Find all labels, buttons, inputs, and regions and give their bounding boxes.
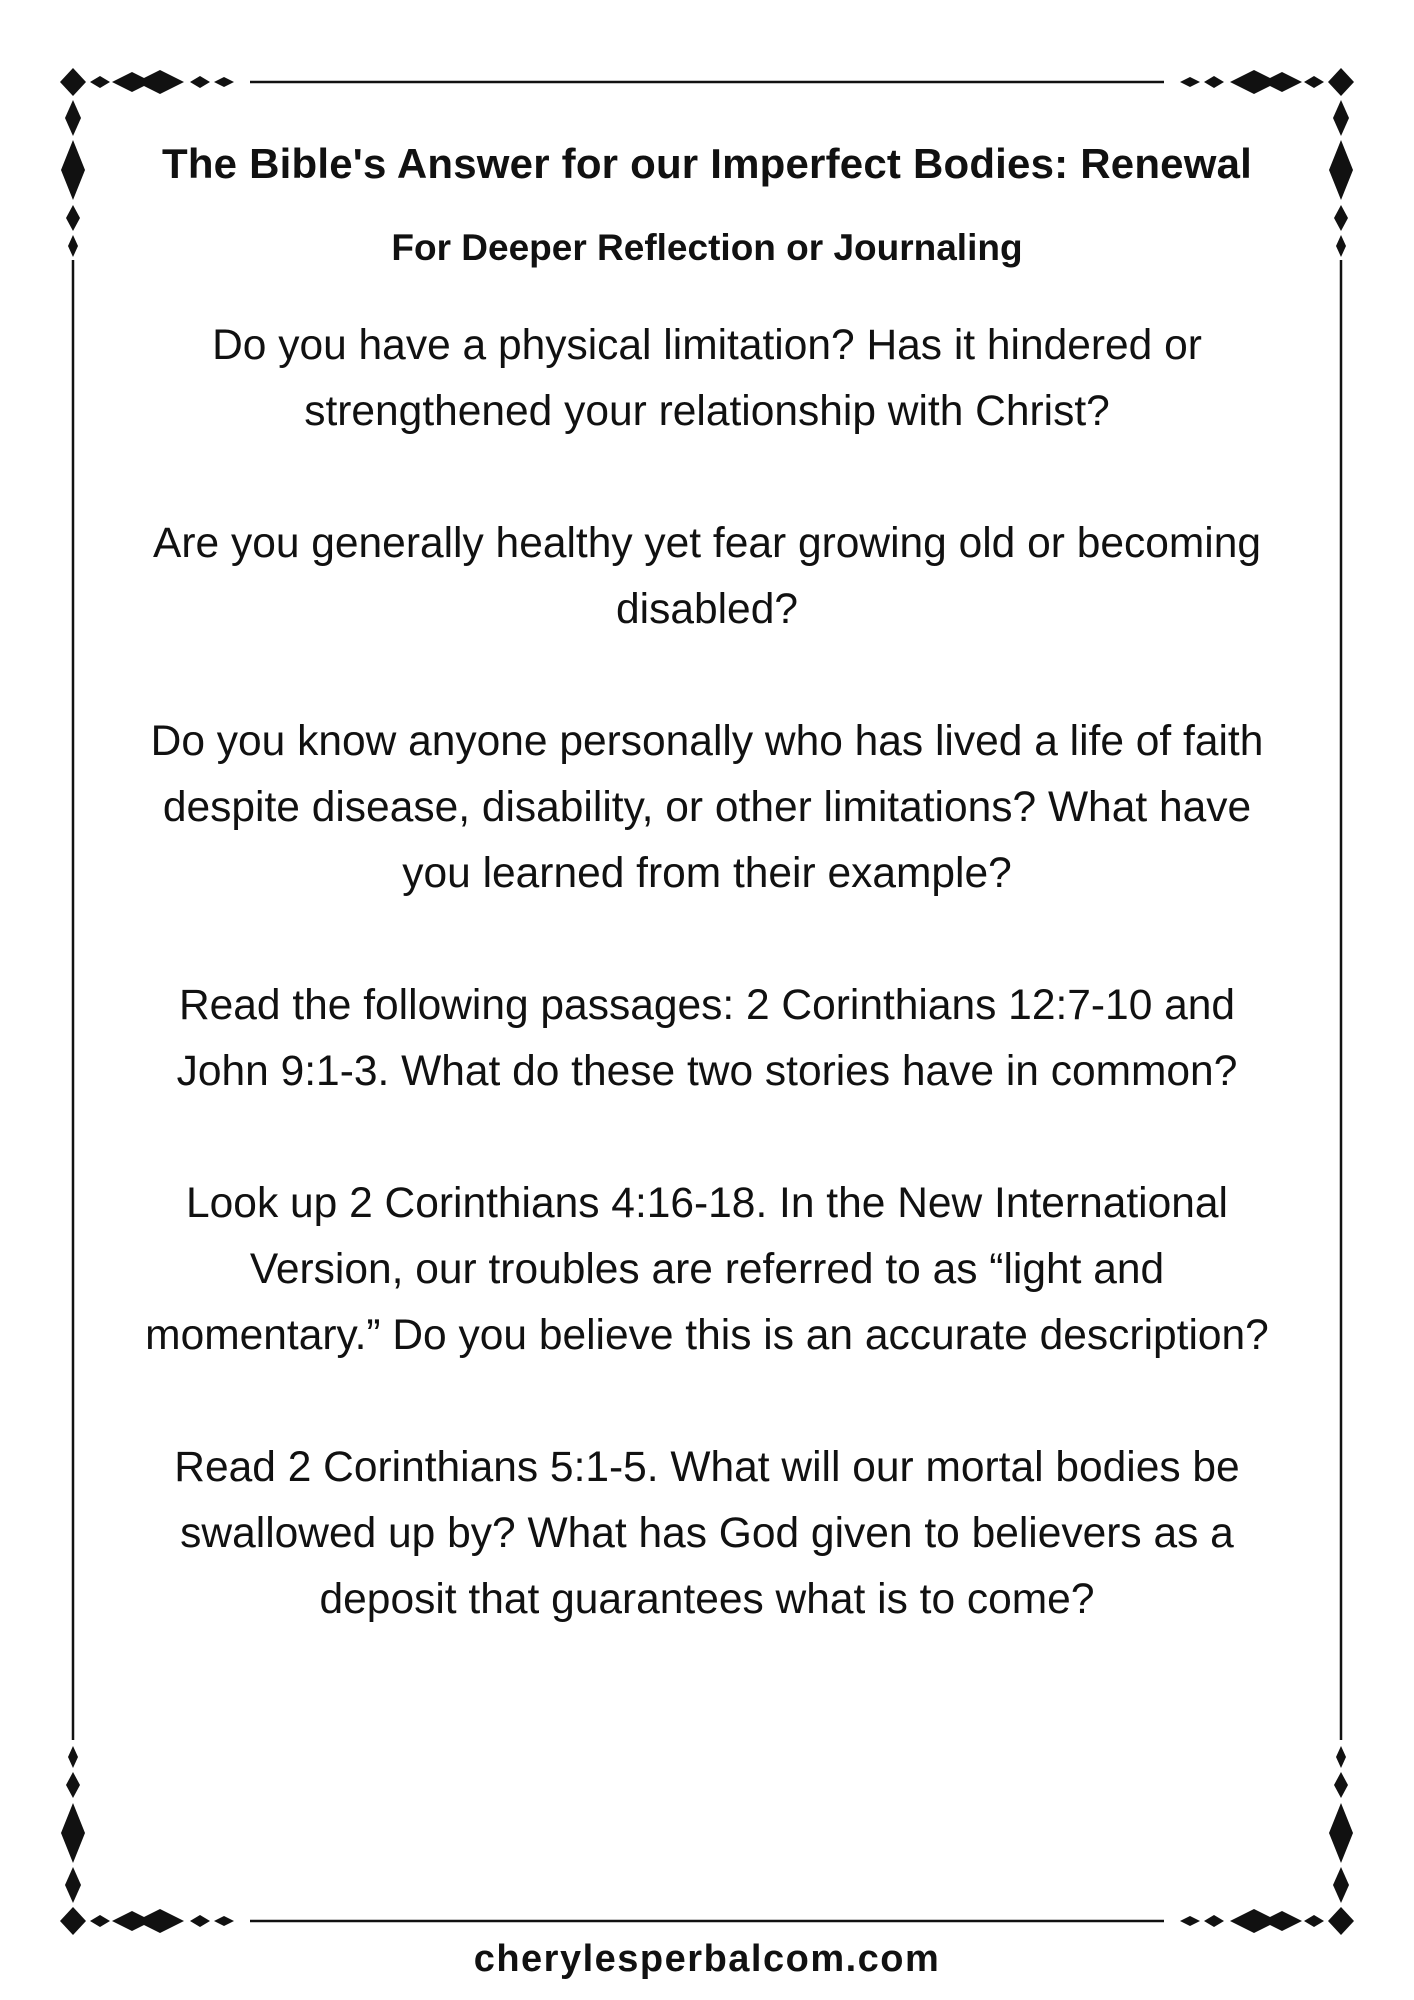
bottom-left-corner-ornament xyxy=(60,1746,234,1935)
reflection-questions xyxy=(140,313,1274,1633)
question-6: Read 2 Corinthians 5:1-5. What will our mortal bodies be swallowed up by? What has God given to believers as a deposit that guarantees what is to come? xyxy=(174,1444,1240,1623)
page-subtitle: For Deeper Reflection or Journaling xyxy=(391,227,1023,268)
question-3: Do you know anyone personally who has lived a life of faith despite disease, disability, or other limitations? What have you learned from their example? xyxy=(150,718,1264,897)
page-title: The Bible's Answer for our Imperfect Bodies: Renewal xyxy=(161,140,1253,187)
question-4: Read the following passages: 2 Corinthians 12:7-10 and John 9:1-3. What do these two stories have in common? xyxy=(176,982,1238,1095)
question-2: Are you generally healthy yet fear growing old or becoming disabled? xyxy=(153,520,1261,633)
bottom-right-corner-ornament xyxy=(1180,1746,1354,1935)
question-1: Do you have a physical limitation? Has it hindered or strengthened your relationship with Christ? xyxy=(212,322,1202,435)
question-5: Look up 2 Corinthians 4:16-18. In the New International Version, our troubles are referred to as “light and momentary.” Do you believe this is an accurate description? xyxy=(145,1180,1269,1359)
website-footer: cherylesperbalcom.com xyxy=(473,1938,941,1980)
